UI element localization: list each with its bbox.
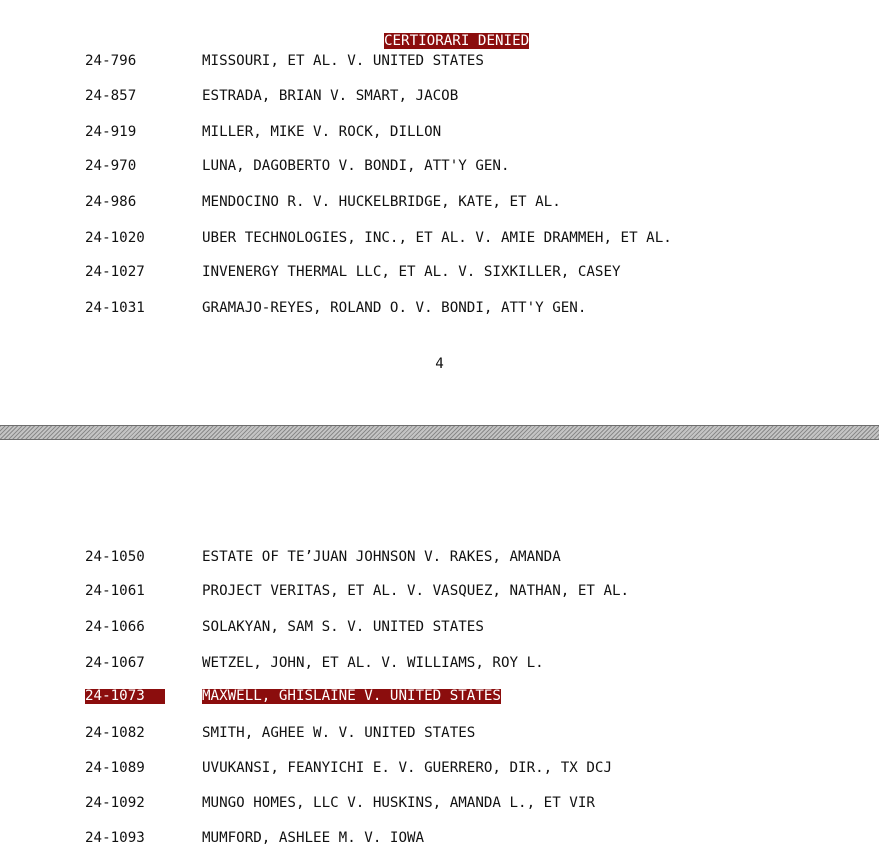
case-row[interactable]	[0, 794, 879, 812]
case-caption[interactable]: MUMFORD, ASHLEE M. V. IOWA	[202, 830, 425, 846]
case-caption[interactable]: ESTRADA, BRIAN V. SMART, JACOB	[202, 88, 459, 104]
case-row[interactable]	[0, 724, 879, 742]
case-caption[interactable]: GRAMAJO-REYES, ROLAND O. V. BONDI, ATT'Y GEN.	[202, 300, 587, 316]
case-row[interactable]	[0, 654, 879, 672]
docket-number[interactable]: 24-919	[85, 124, 137, 140]
case-caption[interactable]: ESTATE OF TE’JUAN JOHNSON V. RAKES, AMANDA	[202, 549, 561, 565]
docket-number[interactable]: 24-970	[85, 158, 137, 174]
docket-number[interactable]: 24-1089	[85, 760, 145, 776]
docket-number[interactable]: 24-1020	[85, 230, 145, 246]
case-row[interactable]	[0, 193, 879, 211]
docket-number[interactable]: 24-796	[85, 53, 137, 69]
case-caption[interactable]: MUNGO HOMES, LLC V. HUSKINS, AMANDA L., ET VIR	[202, 795, 595, 811]
docket-number[interactable]: 24-1027	[85, 264, 145, 280]
case-caption[interactable]: WETZEL, JOHN, ET AL. V. WILLIAMS, ROY L.	[202, 655, 544, 671]
case-row[interactable]	[0, 759, 879, 777]
case-caption[interactable]: UVUKANSI, FEANYICHI E. V. GUERRERO, DIR., TX DCJ	[202, 760, 612, 776]
case-row-selected[interactable]	[0, 688, 879, 706]
docket-number[interactable]: 24-857	[85, 88, 137, 104]
page-break-separator	[0, 425, 879, 440]
case-row[interactable]	[0, 52, 879, 70]
case-row[interactable]	[0, 582, 879, 600]
case-caption[interactable]: MENDOCINO R. V. HUCKELBRIDGE, KATE, ET AL.	[202, 194, 561, 210]
case-row[interactable]	[0, 87, 879, 105]
page-number: 4	[435, 356, 444, 372]
case-caption[interactable]: MISSOURI, ET AL. V. UNITED STATES	[202, 53, 484, 69]
section-heading-highlight[interactable]: CERTIORARI DENIED	[383, 33, 530, 49]
case-row[interactable]	[0, 618, 879, 636]
docket-number[interactable]: 24-986	[85, 194, 137, 210]
document-page-top	[0, 0, 879, 425]
case-caption[interactable]: MILLER, MIKE V. ROCK, DILLON	[202, 124, 442, 140]
case-caption-selected[interactable]: MAXWELL, GHISLAINE V. UNITED STATES	[202, 688, 501, 704]
case-caption[interactable]: PROJECT VERITAS, ET AL. V. VASQUEZ, NATHAN, ET AL.	[202, 583, 630, 599]
docket-number[interactable]: 24-1092	[85, 795, 145, 811]
case-caption[interactable]: SOLAKYAN, SAM S. V. UNITED STATES	[202, 619, 484, 635]
docket-number[interactable]: 24-1066	[85, 619, 145, 635]
docket-number[interactable]: 24-1050	[85, 549, 145, 565]
docket-number[interactable]: 24-1031	[85, 300, 145, 316]
docket-number[interactable]: 24-1067	[85, 655, 145, 671]
case-caption[interactable]: INVENERGY THERMAL LLC, ET AL. V. SIXKILLER, CASEY	[202, 264, 621, 280]
docket-number[interactable]: 24-1093	[85, 830, 145, 846]
case-row[interactable]	[0, 299, 879, 317]
case-caption[interactable]: SMITH, AGHEE W. V. UNITED STATES	[202, 725, 476, 741]
case-row[interactable]	[0, 229, 879, 247]
docket-number-selected[interactable]: 24-1073	[85, 689, 165, 704]
case-row[interactable]	[0, 548, 879, 566]
document-page-bottom	[0, 440, 879, 853]
docket-number[interactable]: 24-1061	[85, 583, 145, 599]
docket-number[interactable]: 24-1082	[85, 725, 145, 741]
case-caption[interactable]: LUNA, DAGOBERTO V. BONDI, ATT'Y GEN.	[202, 158, 510, 174]
case-row[interactable]	[0, 123, 879, 141]
case-row[interactable]	[0, 263, 879, 281]
case-row[interactable]	[0, 157, 879, 175]
case-row[interactable]	[0, 829, 879, 847]
case-caption[interactable]: UBER TECHNOLOGIES, INC., ET AL. V. AMIE DRAMMEH, ET AL.	[202, 230, 672, 246]
